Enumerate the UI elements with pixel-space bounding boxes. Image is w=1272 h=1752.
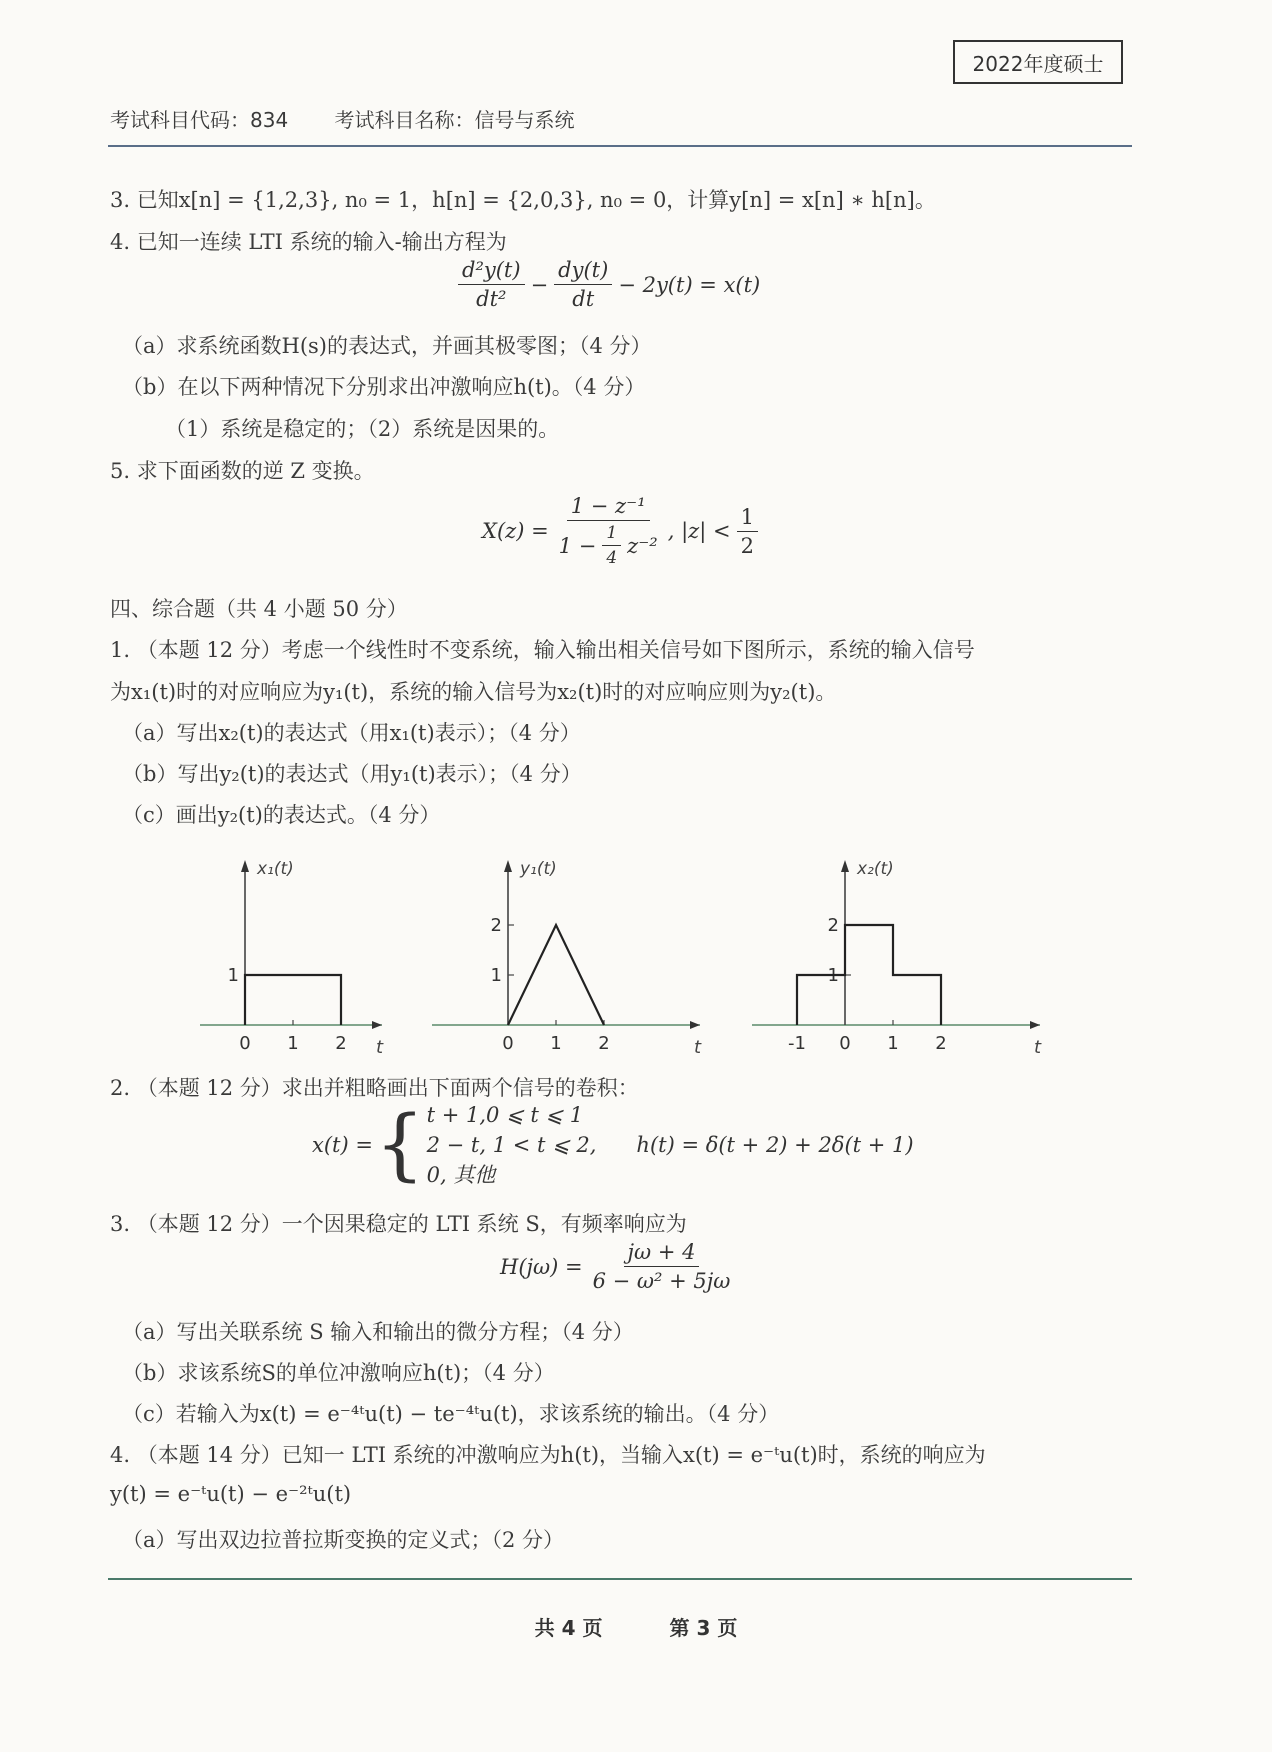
signal-plots <box>0 850 1272 1060</box>
subject-code: 考试科目代码：834 <box>110 108 289 132</box>
s4-q3-part-c: （c）若输入为x(t) = e⁻⁴ᵗu(t) − te⁻⁴ᵗu(t)，求该系统的输出。（4 分） <box>122 1402 780 1426</box>
s4-q3-part-b: （b）求该系统S的单位冲激响应h(t)；（4 分） <box>122 1361 555 1385</box>
q4-frac-1: $\frac{\text{d²y(t)}}{\text{dt²}}$ <box>458 258 525 311</box>
y-tick-label: 2 <box>827 915 839 936</box>
plot-title: y₁(t) <box>520 859 557 879</box>
q4-frac-2: $\frac{dy(t)}{dt}$ <box>554 258 612 311</box>
x-tick-label: 0 <box>502 1033 514 1054</box>
x-axis-arrow <box>1030 1021 1040 1029</box>
s4-q4-line1: 4. （本题 14 分）已知一 LTI 系统的冲激响应为h(t)，当输入x(t) = e⁻ᵗu(t)时，系统的响应为 <box>110 1443 986 1467</box>
q4-cases: （1）系统是稳定的；（2）系统是因果的。 <box>165 417 560 441</box>
s4-q1-part-c: （c）画出y₂(t)的表达式。（4 分） <box>122 803 441 827</box>
s4-q1-line2: 为x₁(t)时的对应响应为y₁(t)，系统的输入信号为x₂(t)时的对应响应则为y₂(t)。 <box>110 680 837 704</box>
x-tick-label: 1 <box>887 1033 899 1054</box>
s4-q3-equation: H(jω) = $\frac{j\omega + 4}{\text{6 − ω² + 5jω}}$ <box>500 1240 731 1293</box>
y-tick-label: 1 <box>227 965 239 986</box>
x-tick-label: 2 <box>335 1033 347 1054</box>
s4-q1-line1: 1. （本题 12 分）考虑一个线性时不变系统，输入输出相关信号如下图所示，系统的输入信号 <box>110 638 975 662</box>
s4-q3-line: 3. （本题 12 分）一个因果稳定的 LTI 系统 S，有频率响应为 <box>110 1212 687 1236</box>
subject-name: 考试科目名称：信号与系统 <box>334 108 575 132</box>
q5-cond-frac: $\frac{1}{2}$ <box>737 505 758 558</box>
y-tick-label: 2 <box>490 915 502 936</box>
q4-equation: $\frac{\text{d²y(t)}}{\text{dt²}}$ − $\frac{dy(t)}{dt}$ − 2y(t) = x(t) <box>452 258 760 311</box>
x-tick-label: 2 <box>598 1033 610 1054</box>
x-axis-label: t <box>1034 1037 1042 1058</box>
y-tick-label: 1 <box>490 965 502 986</box>
cases-brace: { <box>374 1100 425 1190</box>
plot-title: x₁(t) <box>257 859 294 879</box>
s4-q3-part-a: （a）写出关联系统 S 输入和输出的微分方程；（4 分） <box>122 1320 634 1344</box>
x-tick-label: 1 <box>550 1033 562 1054</box>
s4-q4-part-a: （a）写出双边拉普拉斯变换的定义式；（2 分） <box>122 1528 565 1552</box>
question-5: 5. 求下面函数的逆 Z 变换。 <box>110 459 375 483</box>
q5-main-frac: 1 − z⁻¹ 1 − $\frac{1}{4}$ z⁻² <box>558 494 658 568</box>
question-4: 4. 已知一连续 LTI 系统的输入-输出方程为 <box>110 230 507 254</box>
signal-line <box>508 925 604 1025</box>
s4-q1-part-a: （a）写出x₂(t)的表达式（用x₁(t)表示）；（4 分） <box>122 721 581 745</box>
x-tick-label: 2 <box>935 1033 947 1054</box>
x-tick-label: 1 <box>287 1033 299 1054</box>
q4-part-b: （b）在以下两种情况下分别求出冲激响应h(t)。（4 分） <box>122 375 646 399</box>
page-footer <box>0 1612 1272 1641</box>
s4-q2-equation: x(t) = { t + 1,0 ⩽ t ⩽ 1 2 − t, 1 < t ⩽ 2, 0, 其他 h(t) = δ(t + 2) + 2δ(t + 1) <box>312 1100 914 1190</box>
s4-q4-line2: y(t) = e⁻ᵗu(t) − e⁻²ᵗu(t) <box>110 1482 352 1506</box>
x-tick-label: -1 <box>788 1033 806 1054</box>
plot-title: x₂(t) <box>857 859 894 879</box>
y-tick-label: 1 <box>827 965 839 986</box>
piecewise-cases: t + 1,0 ⩽ t ⩽ 1 2 − t, 1 < t ⩽ 2, 0, 其他 <box>426 1103 597 1187</box>
s4-q1-part-b: （b）写出y₂(t)的表达式（用y₁(t)表示）；（4 分） <box>122 762 582 786</box>
current-page: 第 3 页 <box>669 1616 738 1640</box>
header-rule <box>108 145 1132 147</box>
q5-equation: X(z) = 1 − z⁻¹ 1 − $\frac{1}{4}$ z⁻² , |z| < $\frac{1}{2}$ <box>482 494 764 568</box>
x-tick-label: 0 <box>239 1033 251 1054</box>
x-axis-arrow <box>690 1021 700 1029</box>
x-axis-label: t <box>376 1037 384 1058</box>
total-pages: 共 4 页 <box>534 1616 603 1640</box>
signal-line <box>245 975 341 1025</box>
s4-q2-line: 2. （本题 12 分）求出并粗略画出下面两个信号的卷积： <box>110 1076 639 1100</box>
y-axis-arrow <box>241 860 249 872</box>
y-axis-arrow <box>504 860 512 872</box>
x-tick-label: 0 <box>839 1033 851 1054</box>
y-axis-arrow <box>841 860 849 872</box>
footer-rule <box>108 1578 1132 1580</box>
q5-inner-frac: $\frac{1}{4}$ <box>602 523 621 568</box>
exam-header <box>110 104 615 133</box>
section-4-title: 四、综合题（共 4 小题 50 分） <box>110 597 408 621</box>
q4-part-a: （a）求系统函数H(s)的表达式，并画其极零图；（4 分） <box>122 334 652 358</box>
signal-line <box>797 925 941 1025</box>
x-axis-label: t <box>694 1037 702 1058</box>
year-badge: 2022年度硕士 <box>953 40 1123 84</box>
question-3: 3. 已知x[n] = {1,2,3}, n₀ = 1，h[n] = {2,0,3}, n₀ = 0，计算y[n] = x[n] ∗ h[n]。 <box>110 188 936 212</box>
x-axis-arrow <box>372 1021 382 1029</box>
